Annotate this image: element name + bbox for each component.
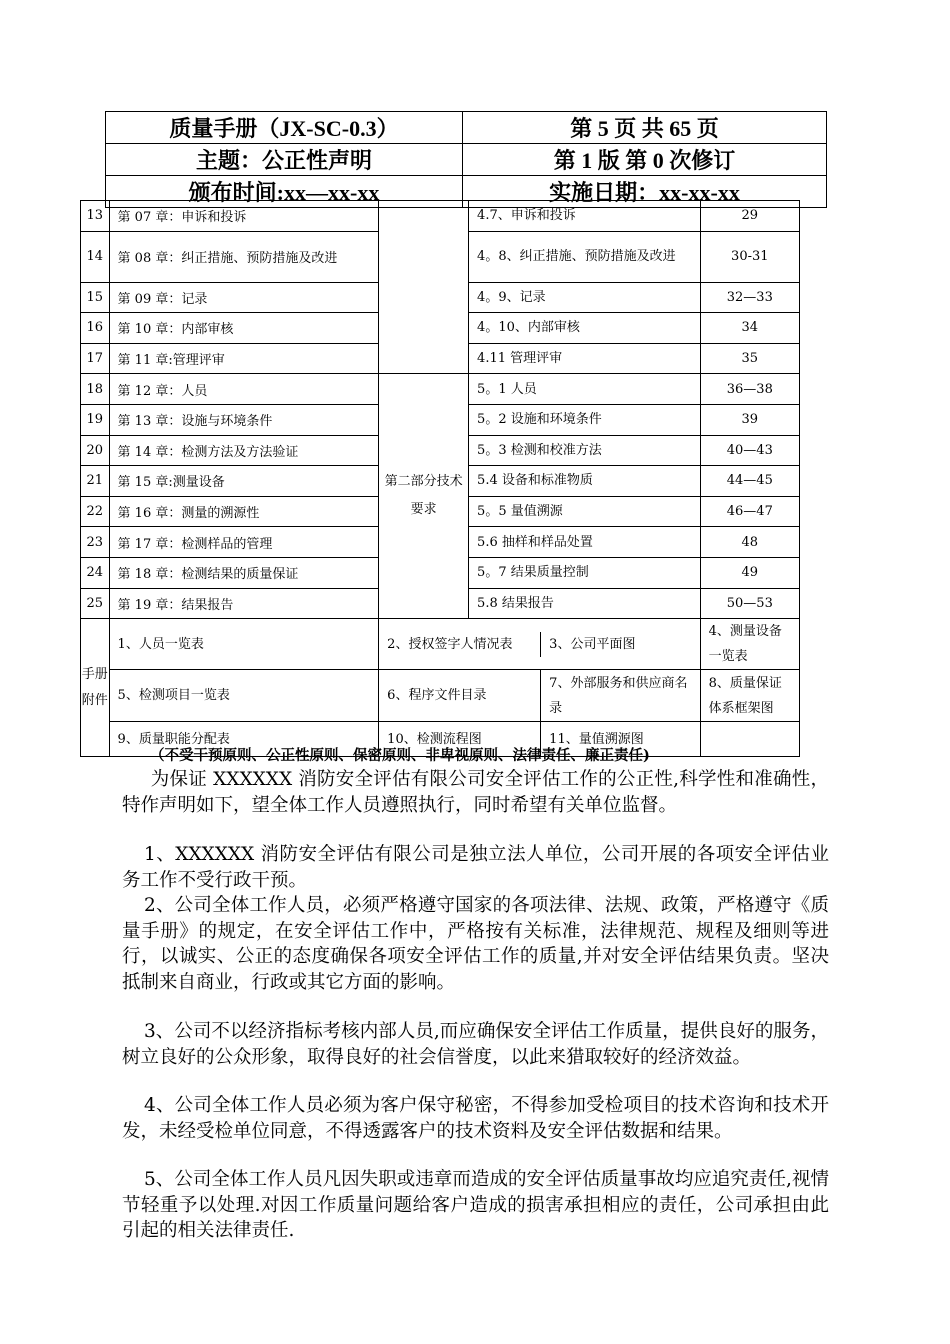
- contents-table: [80, 200, 800, 757]
- effective-date: 实施日期：xx-xx-xx: [463, 176, 827, 208]
- chapter-title: 第 11 章:管理评审: [109, 343, 379, 374]
- section-title: 5.8 结果报告: [469, 588, 701, 619]
- principles-line: （不受干预原则、公正性原则、保密原则、非卑视原则、法律责任、廉正责任): [150, 747, 650, 764]
- statement-item-4: 4、公司全体工作人员必须为客户保守秘密，不得参加受检项目的技术咨询和技术开发，未经受检单位同意，不得透露客户的技术资料及安全评估数据和结果。: [122, 1095, 829, 1142]
- page-range: 36—38: [700, 374, 799, 405]
- row-number: 15: [81, 282, 110, 313]
- statement-item-2: 2、公司全体工作人员，必须严格遵守国家的各项法律、法规、政策，严格遵守《质量手册》的规定，在安全评估工作中，严格按有关标准，法律规范、规程及细则等进行，以诚实、公正的态度确保各项安全评估工作的质量,并对安全评估结果负责。坚决抵制来自商业，行政或其它方面的影响。: [122, 895, 829, 993]
- page-info: 第 5 页 共 65 页: [463, 112, 827, 144]
- row-number: 25: [81, 588, 110, 619]
- section-title: 5。3 检测和校准方法: [469, 435, 701, 466]
- manual-title: 质量手册（JX-SC-0.3）: [106, 112, 463, 144]
- chapter-title: 第 08 章：纠正措施、预防措施及改进: [109, 231, 379, 282]
- subject: 主题：公正性声明: [106, 144, 463, 176]
- part-one-cell: [379, 201, 469, 374]
- row-number: 23: [81, 527, 110, 558]
- statement-intro: 为保证 XXXXXX 消防安全评估有限公司安全评估工作的公正性,科学性和准确性，特作声明如下，望全体工作人员遵照执行，同时希望有关单位监督。: [122, 769, 829, 816]
- row-number: 20: [81, 435, 110, 466]
- page-range: 48: [700, 527, 799, 558]
- page-range: 44—45: [700, 466, 799, 497]
- row-number: 18: [81, 374, 110, 405]
- page-range: 46—47: [700, 496, 799, 527]
- version: 第 1 版 第 0 次修订: [463, 144, 827, 176]
- part-two-label: 第二部分技术要求: [379, 374, 469, 619]
- page-range: 32—33: [700, 282, 799, 313]
- document-header: [105, 111, 827, 208]
- page-range: 40—43: [700, 435, 799, 466]
- section-title: 4.7、申诉和投诉: [469, 201, 701, 232]
- page-range: 50—53: [700, 588, 799, 619]
- chapter-title: 第 10 章：内部审核: [109, 313, 379, 344]
- statement-item-3: 3、公司不以经济指标考核内部人员,而应确保安全评估工作质量，提供良好的服务，树立良好的公众形象，取得良好的社会信誉度，以此来猎取较好的经济效益。: [122, 1021, 829, 1068]
- statement-item-1: 1、XXXXXX 消防安全评估有限公司是独立法人单位，公司开展的各项安全评估业务工作不受行政干预。: [122, 844, 829, 891]
- page-range: 34: [700, 313, 799, 344]
- row-number: 24: [81, 557, 110, 588]
- chapter-title: 第 09 章：记录: [109, 282, 379, 313]
- chapter-title: 第 07 章：申诉和投诉: [109, 201, 379, 232]
- page-range: 39: [700, 404, 799, 435]
- page-range: 35: [700, 343, 799, 374]
- chapter-title: 第 12 章：人员: [109, 374, 379, 405]
- section-title: 5.4 设备和标准物质: [469, 466, 701, 497]
- row-number: 21: [81, 466, 110, 497]
- row-number: 14: [81, 231, 110, 282]
- chapter-title: 第 17 章：检测样品的管理: [109, 527, 379, 558]
- table-row: [81, 374, 800, 405]
- row-number: 19: [81, 404, 110, 435]
- section-title: 5。2 设施和环境条件: [469, 404, 701, 435]
- appendix-item: 6、程序文件目录: [387, 670, 541, 721]
- section-title: 5.6 抽样和样品处置: [469, 527, 701, 558]
- section-title: 4。9、记录: [469, 282, 701, 313]
- appendix-item: 3、公司平面图: [549, 636, 636, 652]
- appendix-row: [81, 670, 800, 722]
- section-title: 5。5 量值溯源: [469, 496, 701, 527]
- chapter-title: 第 18 章：检测结果的质量保证: [109, 557, 379, 588]
- section-title: 4.11 管理评审: [469, 343, 701, 374]
- section-title: 5。1 人员: [469, 374, 701, 405]
- appendix-item: 4、测量设备一览表: [700, 619, 799, 670]
- appendix-item: 7、外部服务和供应商名录: [549, 675, 688, 716]
- appendix-row: [81, 619, 800, 670]
- row-number: 17: [81, 343, 110, 374]
- chapter-title: 第 15 章:测量设备: [109, 466, 379, 497]
- appendix-item: 2、授权签字人情况表: [387, 632, 541, 657]
- chapter-title: 第 16 章：测量的溯源性: [109, 496, 379, 527]
- appendix-label: 手册附件: [81, 619, 110, 757]
- section-title: 4。10、内部审核: [469, 313, 701, 344]
- table-row: [81, 201, 800, 232]
- row-number: 16: [81, 313, 110, 344]
- appendix-item: 8、质量保证体系框架图: [700, 670, 799, 722]
- appendix-item: 9、质量职能分配表: [109, 722, 379, 757]
- statement-item-5: 5、公司全体工作人员凡因失职或违章而造成的安全评估质量事故均应追究责任,视情节轻重予以处理.对因工作质量问题给客户造成的损害承担相应的责任，公司承担由此引起的相关法律责任.: [122, 1169, 829, 1241]
- page-range: 30-31: [700, 231, 799, 282]
- page-range: 49: [700, 557, 799, 588]
- chapter-title: 第 13 章：设施与环境条件: [109, 404, 379, 435]
- appendix-item: 10、检测流程图: [387, 722, 541, 756]
- appendix-item: 5、检测项目一览表: [109, 670, 379, 722]
- appendix-empty-cell: [700, 722, 799, 757]
- page-range: 29: [700, 201, 799, 232]
- chapter-title: 第 19 章：结果报告: [109, 588, 379, 619]
- row-number: 22: [81, 496, 110, 527]
- section-title: 4。8、纠正措施、预防措施及改进: [469, 231, 701, 282]
- appendix-item: 11、量值溯源图: [549, 731, 644, 747]
- issue-date: 颁布时间:xx—xx-xx: [106, 176, 463, 208]
- appendix-item: 1、人员一览表: [109, 619, 379, 670]
- row-number: 13: [81, 201, 110, 232]
- chapter-title: 第 14 章：检测方法及方法验证: [109, 435, 379, 466]
- section-title: 5。7 结果质量控制: [469, 557, 701, 588]
